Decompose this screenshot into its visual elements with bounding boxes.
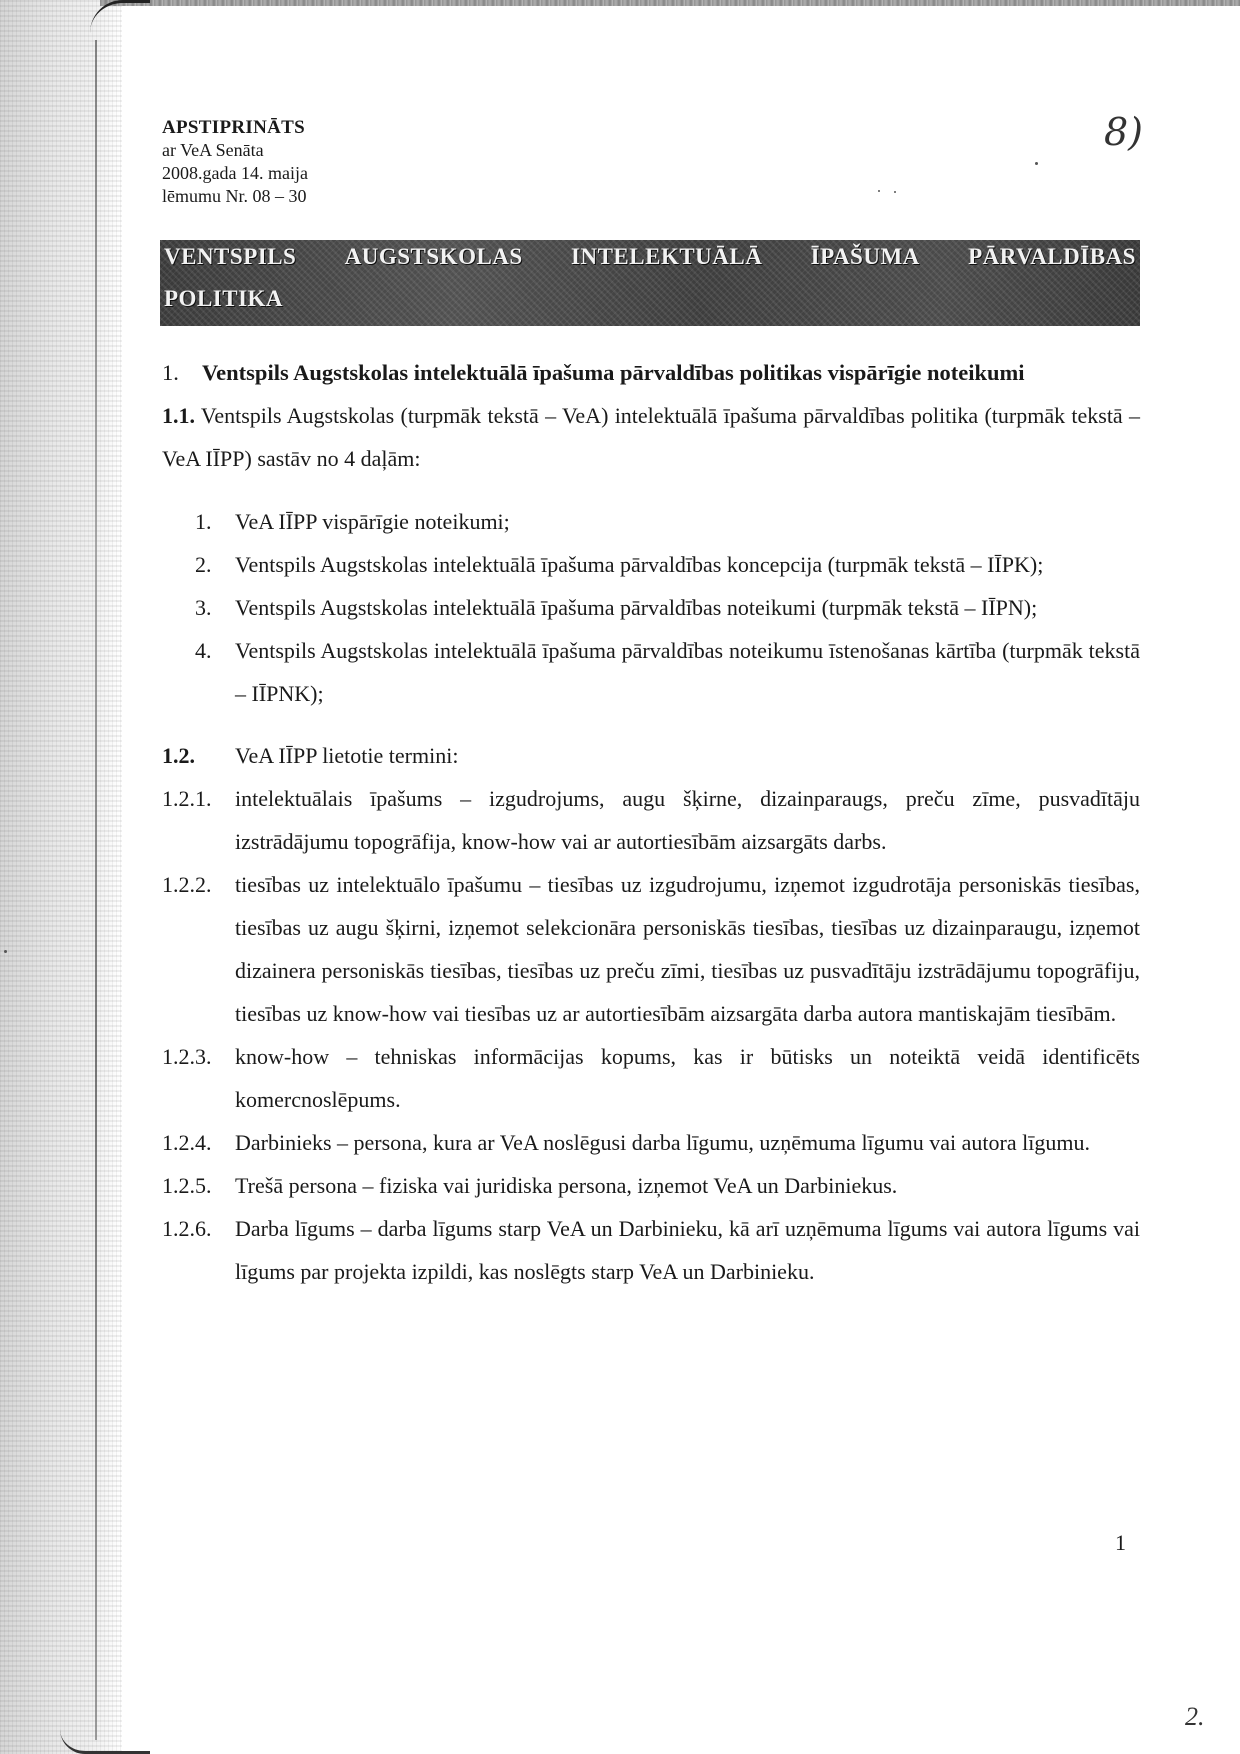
- scan-speck: [1035, 162, 1038, 165]
- definition-text: Trešā persona – fiziska vai juridiska persona, izņemot VeA un Darbiniekus.: [235, 1173, 898, 1198]
- title-word: VENTSPILS: [164, 244, 297, 269]
- scan-speck: [894, 191, 896, 193]
- definition-text: intelektuālais īpašums – izgudrojums, augu šķirne, dizainparaugs, preču zīme, pusvadītāju izstrādājumu topogrāfija, know-how vai ar autortiesībām aizsargāts darbs.: [235, 786, 1140, 854]
- paragraph-1-1: [162, 394, 1140, 480]
- list-item: [195, 500, 1140, 543]
- list-item-number: 3.: [195, 595, 212, 620]
- list-item: [195, 629, 1140, 715]
- section-1-heading: [162, 352, 1140, 394]
- list-item: [195, 543, 1140, 586]
- section-number: 1.: [162, 360, 179, 385]
- title-word: INTELEKTUĀLĀ: [571, 244, 763, 269]
- document-body: [162, 352, 1140, 1293]
- definition-text: Darba līgums – darba līgums starp VeA un Darbinieku, kā arī uzņēmuma līgums vai autora līgums vai līgums par projekta izpildi, kas noslēgts starp VeA un Darbinieku.: [235, 1216, 1140, 1284]
- scan-speck: [878, 190, 880, 192]
- definition-number: 1.2.4.: [162, 1130, 212, 1155]
- definition-item: [162, 1121, 1140, 1164]
- terms-heading-number: 1.2.: [162, 743, 195, 768]
- approval-heading: APSTIPRINĀTS: [162, 117, 305, 138]
- scan-speck: [4, 950, 7, 953]
- title-word: ĪPAŠUMA: [810, 244, 920, 269]
- definition-number: 1.2.6.: [162, 1216, 212, 1241]
- page-number: 1: [1115, 1530, 1126, 1555]
- definition-text: know-how – tehniskas informācijas kopums, kas ir būtisks un noteiktā veidā identificēts komercnoslēpums.: [235, 1044, 1140, 1112]
- scan-bottom-curl: [60, 1729, 150, 1754]
- list-item-number: 2.: [195, 552, 212, 577]
- section-title: Ventspils Augstskolas intelektuālā īpašuma pārvaldības politikas vispārīgie noteikumi: [202, 360, 1025, 385]
- definition-number: 1.2.2.: [162, 872, 212, 897]
- definition-item: [162, 1035, 1140, 1121]
- definition-item: [162, 863, 1140, 1035]
- list-item-number: 1.: [195, 509, 212, 534]
- handwritten-corner-mark: 2.: [1185, 1702, 1205, 1731]
- approval-line-senate: ar VeA Senāta: [162, 140, 264, 160]
- definition-text: tiesības uz intelektuālo īpašumu – tiesības uz izgudrojumu, izņemot izgudrotāja personiskās tiesības, tiesības uz augu šķirni, izņemot selekcionāra personiskās tiesības, tiesības uz dizainparaugu, izņemot dizainera personiskās tiesības, tiesības uz preču zīmi, tiesības uz pusvadītāju izstrādājumu topogrāfiju, tiesības uz know-how vai tiesības uz ar autortiesībām aizsargāta darba autora mantiskajām tiesībām.: [235, 872, 1140, 1026]
- definition-text: Darbinieks – persona, kura ar VeA noslēgusi darba līgumu, uzņēmuma līgumu vai autora līgumu.: [235, 1130, 1090, 1155]
- definition-number: 1.2.1.: [162, 786, 212, 811]
- list-item-text: Ventspils Augstskolas intelektuālā īpašuma pārvaldības noteikumi (turpmāk tekstā – IĪPN);: [235, 595, 1038, 620]
- paragraph-number: 1.1.: [162, 403, 195, 428]
- definition-number: 1.2.3.: [162, 1044, 212, 1069]
- definition-item: [162, 777, 1140, 863]
- list-item-text: Ventspils Augstskolas intelektuālā īpašuma pārvaldības koncepcija (turpmāk tekstā – IĪPK);: [235, 552, 1044, 577]
- list-item-text: VeA IĪPP vispārīgie noteikumi;: [235, 509, 510, 534]
- terms-heading: [162, 735, 1140, 777]
- paragraph-text: Ventspils Augstskolas (turpmāk tekstā – VeA) intelektuālā īpašuma pārvaldības politika (turpmāk tekstā – VeA IĪPP) sastāv no 4 daļām:: [162, 403, 1140, 471]
- definition-number: 1.2.5.: [162, 1173, 212, 1198]
- terms-heading-text: VeA IĪPP lietotie termini:: [235, 743, 459, 768]
- list-item-number: 4.: [195, 638, 212, 663]
- title-word: AUGSTSKOLAS: [344, 244, 523, 269]
- scan-binding-edge: [0, 0, 122, 1754]
- handwritten-page-mark: 8): [1104, 110, 1144, 154]
- scan-top-edge: [100, 0, 1240, 6]
- document-title-banner: [160, 240, 1140, 326]
- title-word: PĀRVALDĪBAS: [968, 244, 1136, 269]
- definition-item: [162, 1207, 1140, 1293]
- list-item: [195, 586, 1140, 629]
- scan-binding-shadow: [95, 40, 97, 1740]
- definition-item: [162, 1164, 1140, 1207]
- policy-parts-list: [162, 500, 1140, 715]
- list-item-text: Ventspils Augstskolas intelektuālā īpašuma pārvaldības noteikumu īstenošanas kārtība (turpmāk tekstā – IĪPNK);: [235, 638, 1140, 706]
- approval-block: [162, 116, 308, 208]
- approval-line-date: 2008.gada 14. maija: [162, 163, 308, 183]
- approval-line-decision: lēmumu Nr. 08 – 30: [162, 186, 307, 206]
- title-line-2: POLITIKA: [164, 286, 284, 311]
- title-line-1: [164, 244, 1136, 270]
